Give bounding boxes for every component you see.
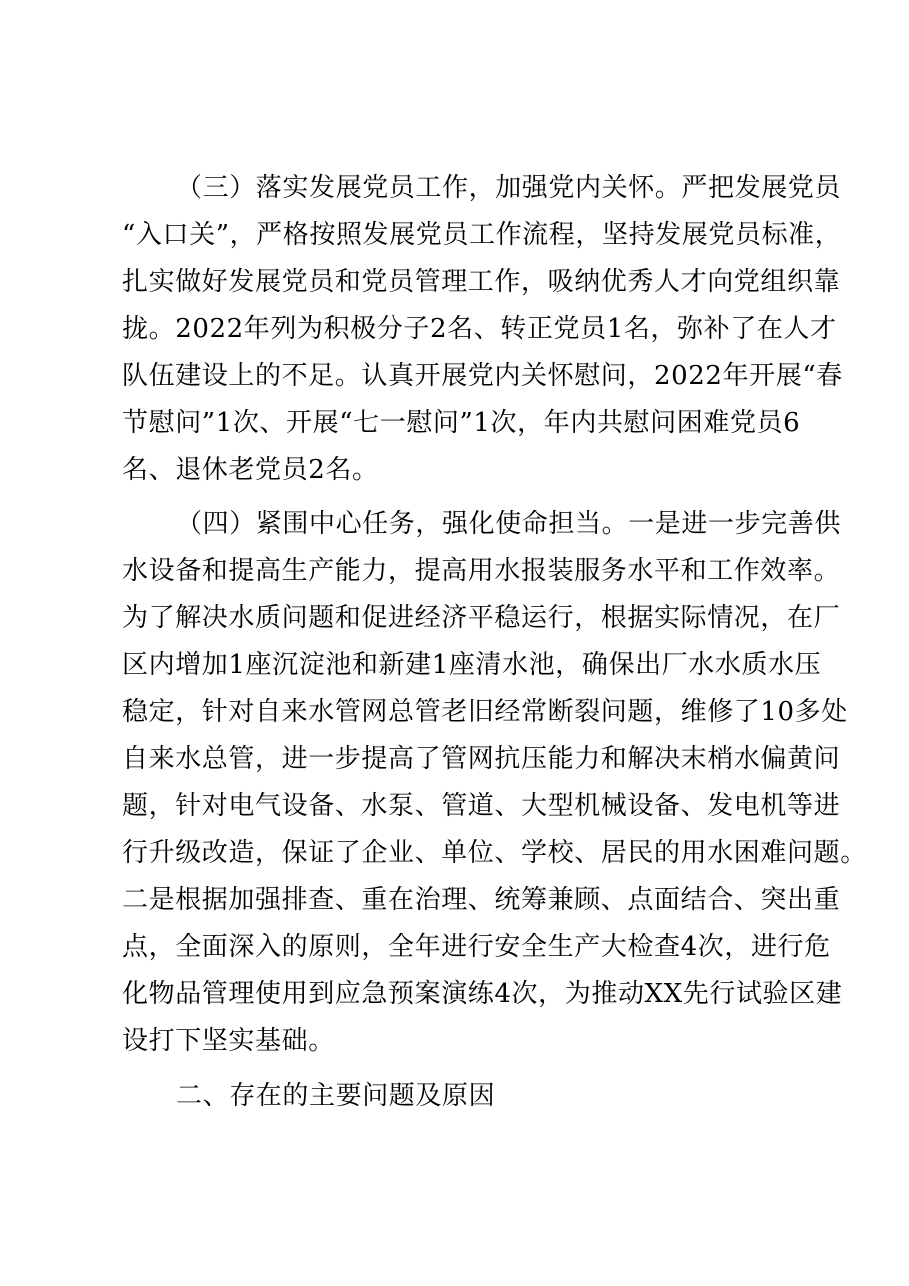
text-line: 区内增加1座沉淀池和新建1座清水池，确保出厂水水质水压 <box>122 650 822 680</box>
text-line: 点，全面深入的原则，全年进行安全生产大检查4次，进行危 <box>122 932 831 962</box>
text-line: 扎实做好发展党员和党员管理工作，吸纳优秀人才向党组织靠 <box>122 267 841 297</box>
text-line: 题，针对电气设备、水泵、管道、大型机械设备、发电机等进 <box>122 791 841 821</box>
text-line: （三）落实发展党员工作，加强党内关怀。严把发展党员 <box>176 173 842 203</box>
text-line: 二是根据加强排查、重在治理、统筹兼顾、点面结合、突出重 <box>122 885 841 915</box>
text-line: 水设备和提高生产能力，提高用水报装服务水平和工作效率。 <box>122 556 841 586</box>
text-line: 自来水总管，进一步提高了管网抗压能力和解决末梢水偏黄问 <box>122 744 841 774</box>
section-heading: 二、存在的主要问题及原因 <box>176 1081 496 1111</box>
text-line: 设打下坚实基础。 <box>122 1026 335 1056</box>
text-line: 为了解决水质问题和促进经济平稳运行，根据实际情况，在厂 <box>122 603 841 633</box>
text-line: 拢。2022年列为积极分子2名、转正党员1名，弥补了在人才 <box>122 314 837 344</box>
text-line: 节慰问”1次、开展“七一慰问”1次，年内共慰问困难党员6 <box>122 408 801 438</box>
text-line: “入口关”，严格按照发展党员工作流程，坚持发展党员标准， <box>122 220 842 250</box>
text-line: 名、退休老党员2名。 <box>122 455 379 485</box>
text-line: （四）紧围中心任务，强化使命担当。一是进一步完善供 <box>176 509 842 539</box>
text-line: 稳定，针对自来水管网总管老旧经常断裂问题，维修了10多处 <box>122 697 848 727</box>
text-line: 行升级改造，保证了企业、单位、学校、居民的用水困难问题。 <box>122 838 867 868</box>
text-line: 队伍建设上的不足。认真开展党内关怀慰问，2022年开展“春 <box>122 361 843 391</box>
text-line: 化物品管理使用到应急预案演练4次，为推动XX先行试验区建 <box>122 979 843 1009</box>
